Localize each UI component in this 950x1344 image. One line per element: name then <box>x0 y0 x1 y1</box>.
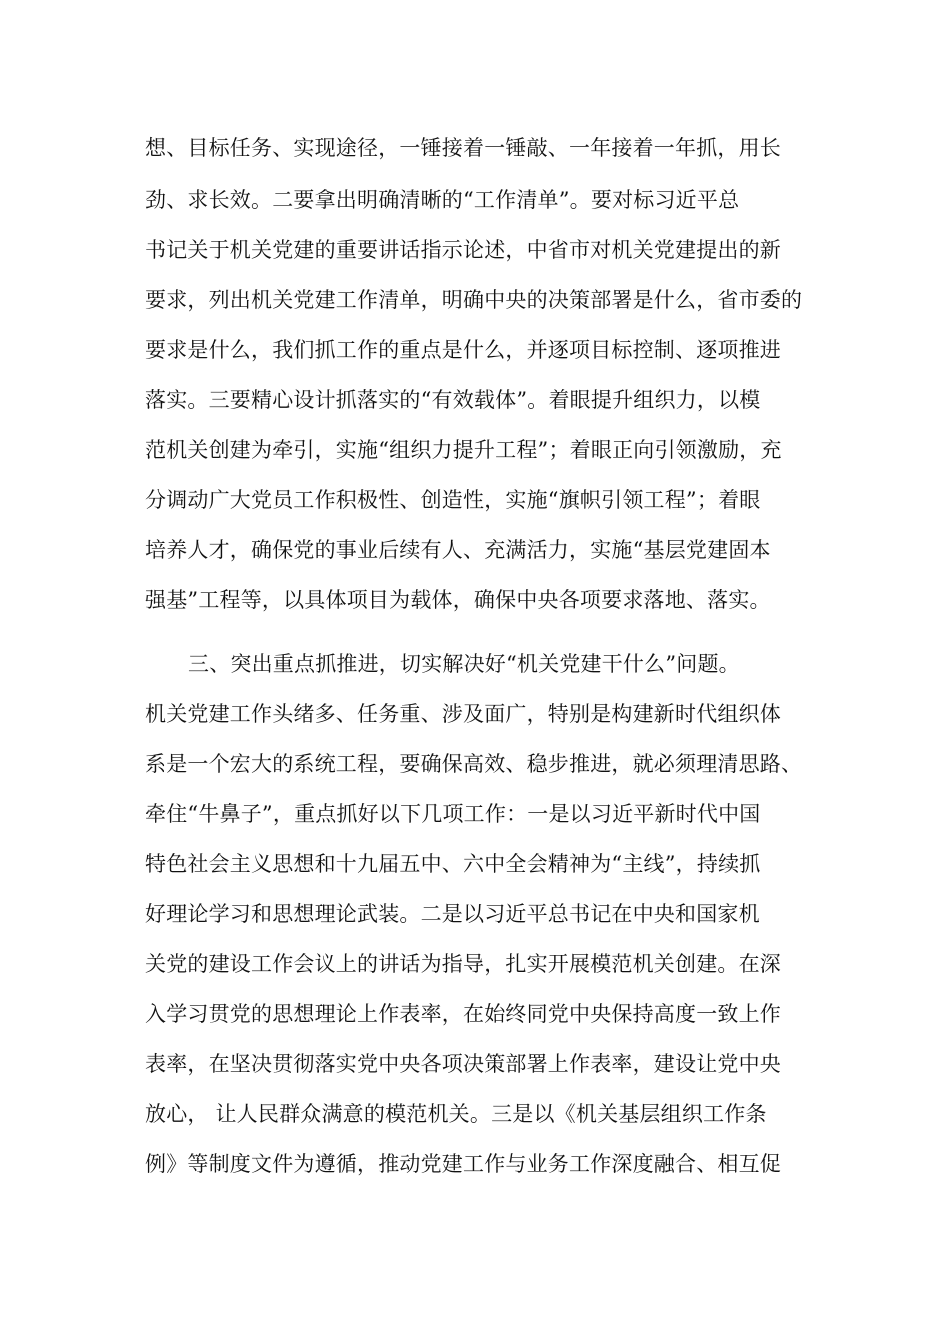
text-line: 好理论学习和思想理论武装。二是以习近平总书记在中央和国家机 <box>145 902 760 926</box>
text-line: 落实。三要精心设计抓落实的“有效载体”。着眼提升组织力，以模 <box>145 388 761 412</box>
text-line: 书记关于机关党建的重要讲话指示论述，中省市对机关党建提出的新 <box>145 238 781 262</box>
text-line: 系是一个宏大的系统工程，要确保高效、稳步推进，就必须理清思路、 <box>145 752 803 776</box>
text-line: 特色社会主义思想和十九届五中、六中全会精神为“主线”，持续抓 <box>145 852 761 876</box>
text-line: 想、目标任务、实现途径，一锤接着一锤敲、一年接着一年抓，用长 <box>145 136 781 160</box>
section-heading: 三、突出重点抓推进，切实解决好“机关党建干什么”问题。 <box>188 652 740 676</box>
text-line: 劲、求长效。二要拿出明确清晰的“工作清单”。要对标习近平总 <box>145 188 740 212</box>
text-line: 范机关创建为牵引，实施“组织力提升工程”；着眼正向引领激励，充 <box>145 438 782 462</box>
text-line: 表率，在坚决贯彻落实党中央各项决策部署上作表率，建设让党中央 <box>145 1052 781 1076</box>
text-line: 机关党建工作头绪多、任务重、涉及面广，特别是构建新时代组织体 <box>145 702 781 726</box>
text-line: 例》等制度文件为遵循，推动党建工作与业务工作深度融合、相互促 <box>145 1152 781 1176</box>
text-line: 要求，列出机关党建工作清单，明确中央的决策部署是什么，省市委的 <box>145 288 803 312</box>
text-line: 关党的建设工作会议上的讲话为指导，扎实开展模范机关创建。在深 <box>145 952 781 976</box>
text-line: 入学习贯党的思想理论上作表率，在始终同党中央保持高度一致上作 <box>145 1002 781 1026</box>
text-line: 牵住“牛鼻子”，重点抓好以下几项工作：一是以习近平新时代中国 <box>145 802 761 826</box>
text-line: 分调动广大党员工作积极性、创造性，实施“旗帜引领工程”；着眼 <box>145 488 761 512</box>
text-line: 放心， 让人民群众满意的模范机关。三是以《机关基层组织工作条 <box>145 1102 767 1126</box>
text-line: 要求是什么，我们抓工作的重点是什么，并逐项目标控制、逐项推进 <box>145 338 781 362</box>
text-line: 强基”工程等，以具体项目为载体，确保中央各项要求落地、落实。 <box>145 588 771 612</box>
text-line: 培养人才，确保党的事业后续有人、充满活力，实施“基层党建固本 <box>145 538 771 562</box>
